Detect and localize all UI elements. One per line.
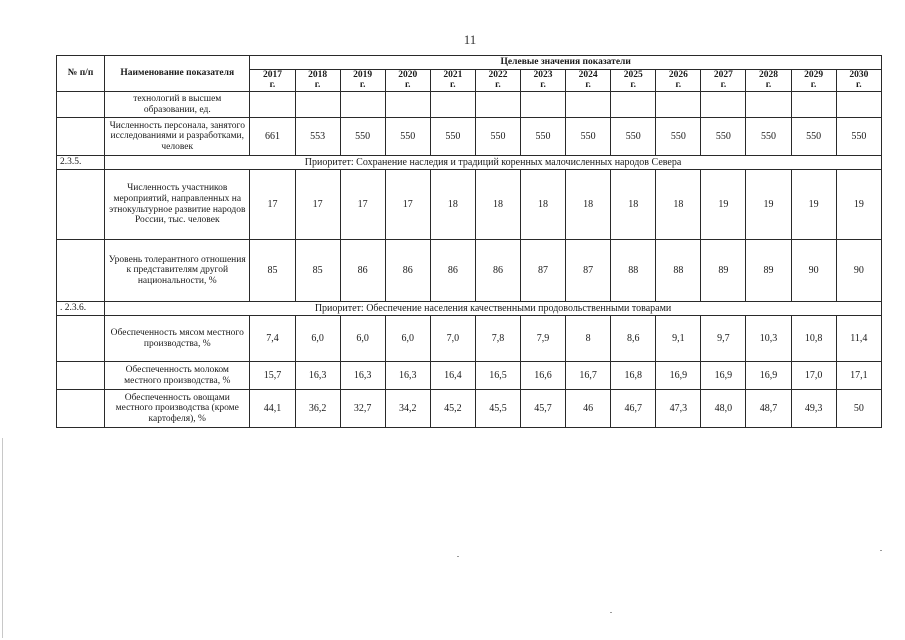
scan-speck <box>610 612 612 613</box>
target-value-cell: 16,3 <box>385 362 430 390</box>
header-year-value: 2026 <box>668 69 688 80</box>
header-year-suffix: г. <box>359 79 366 90</box>
header-year <box>430 70 475 92</box>
target-value-cell: 550 <box>520 118 565 156</box>
target-value-cell: 47,3 <box>656 390 701 428</box>
table-row <box>57 390 882 428</box>
target-value-cell: 9,7 <box>701 316 746 362</box>
target-value-cell: 550 <box>746 118 791 156</box>
header-year-suffix: г. <box>269 79 276 90</box>
header-year-value: 2030 <box>849 69 869 80</box>
target-value-cell: 19 <box>746 170 791 240</box>
target-value-cell: 550 <box>475 118 520 156</box>
target-value-cell <box>566 92 611 118</box>
priority-code: . 2.3.6. <box>57 302 105 316</box>
target-value-cell: 550 <box>701 118 746 156</box>
target-value-cell: 10,3 <box>746 316 791 362</box>
target-value-cell: 17 <box>295 170 340 240</box>
target-value-cell: 8 <box>566 316 611 362</box>
target-value-cell <box>295 92 340 118</box>
target-value-cell: 8,6 <box>611 316 656 362</box>
indicator-name: Численность персонала, занятого исследованиями и разработками, человек <box>105 118 250 156</box>
header-year <box>475 70 520 92</box>
row-number-cell <box>57 316 105 362</box>
target-value-cell: 17 <box>250 170 295 240</box>
target-value-cell: 48,0 <box>701 390 746 428</box>
header-year-value: 2029 <box>804 69 824 80</box>
indicator-name: Численность участников мероприятий, направленных на этнокультурное развитие народов России, тыс. человек <box>105 170 250 240</box>
priority-row <box>57 156 882 170</box>
header-year <box>746 70 791 92</box>
target-value-cell: 9,1 <box>656 316 701 362</box>
target-value-cell: 88 <box>611 240 656 302</box>
target-value-cell: 18 <box>430 170 475 240</box>
target-value-cell: 32,7 <box>340 390 385 428</box>
header-year <box>295 70 340 92</box>
table-row <box>57 170 882 240</box>
row-number-cell <box>57 362 105 390</box>
target-value-cell <box>611 92 656 118</box>
target-value-cell: 48,7 <box>746 390 791 428</box>
header-year <box>656 70 701 92</box>
header-year-suffix: г. <box>314 79 321 90</box>
table-row <box>57 92 882 118</box>
target-value-cell: 7,4 <box>250 316 295 362</box>
header-year-value: 2025 <box>623 69 643 80</box>
table-row <box>57 316 882 362</box>
indicator-name: Обеспеченность мясом местного производства, % <box>105 316 250 362</box>
priority-title: Приоритет: Обеспечение населения качественными продовольственными товарами <box>105 302 882 316</box>
header-year-suffix: г. <box>630 79 637 90</box>
priority-row <box>57 302 882 316</box>
target-value-cell: 550 <box>611 118 656 156</box>
target-value-cell: 7,9 <box>520 316 565 362</box>
target-value-cell: 6,0 <box>295 316 340 362</box>
row-number-cell <box>57 170 105 240</box>
target-value-cell: 87 <box>566 240 611 302</box>
header-num: № п/п <box>57 56 105 92</box>
target-value-cell: 18 <box>475 170 520 240</box>
header-year <box>520 70 565 92</box>
header-year-value: 2021 <box>443 69 463 80</box>
target-value-cell: 18 <box>566 170 611 240</box>
header-year-suffix: г. <box>765 79 772 90</box>
header-year-suffix: г. <box>810 79 817 90</box>
target-value-cell: 661 <box>250 118 295 156</box>
target-value-cell <box>250 92 295 118</box>
table-row <box>57 240 882 302</box>
target-value-cell: 550 <box>566 118 611 156</box>
header-name: Наименование показателя <box>105 56 250 92</box>
target-value-cell: 16,4 <box>430 362 475 390</box>
target-value-cell <box>340 92 385 118</box>
target-value-cell: 45,7 <box>520 390 565 428</box>
page-number: 11 <box>463 32 477 47</box>
target-value-cell: 17,1 <box>836 362 881 390</box>
header-year-value: 2023 <box>533 69 553 80</box>
target-value-cell: 90 <box>791 240 836 302</box>
target-value-cell <box>385 92 430 118</box>
target-value-cell: 46 <box>566 390 611 428</box>
header-year-suffix: г. <box>450 79 456 90</box>
target-value-cell: 16,9 <box>701 362 746 390</box>
target-value-cell: 86 <box>340 240 385 302</box>
header-year-value: 2019 <box>353 69 373 80</box>
header-year <box>566 70 611 92</box>
priority-title: Приоритет: Сохранение наследия и традиций коренных малочисленных народов Севера <box>105 156 882 170</box>
target-value-cell: 86 <box>475 240 520 302</box>
target-value-cell: 18 <box>656 170 701 240</box>
indicator-name: Обеспеченность молоком местного производства, % <box>105 362 250 390</box>
target-value-cell: 45,5 <box>475 390 520 428</box>
target-value-cell: 86 <box>385 240 430 302</box>
target-value-cell <box>656 92 701 118</box>
target-value-cell: 16,5 <box>475 362 520 390</box>
target-value-cell: 16,7 <box>566 362 611 390</box>
target-value-cell: 89 <box>746 240 791 302</box>
target-value-cell: 16,9 <box>656 362 701 390</box>
header-year-suffix: г. <box>495 79 501 90</box>
target-value-cell: 86 <box>430 240 475 302</box>
scan-speck <box>457 556 459 557</box>
target-value-cell: 44,1 <box>250 390 295 428</box>
header-year-value: 2028 <box>759 69 778 80</box>
target-value-cell: 90 <box>836 240 881 302</box>
indicator-name: технологий в высшем образовании, ед. <box>105 92 250 118</box>
row-number-cell <box>57 92 105 118</box>
target-value-cell <box>836 92 881 118</box>
target-value-cell: 89 <box>701 240 746 302</box>
target-value-cell: 36,2 <box>295 390 340 428</box>
target-value-cell: 50 <box>836 390 881 428</box>
header-year-suffix: г. <box>404 79 411 90</box>
target-value-cell: 34,2 <box>385 390 430 428</box>
header-year-suffix: г. <box>856 79 862 90</box>
table-row <box>57 118 882 156</box>
target-value-cell: 49,3 <box>791 390 836 428</box>
target-value-cell: 85 <box>295 240 340 302</box>
header-year <box>385 70 430 92</box>
target-value-cell: 11,4 <box>836 316 881 362</box>
header-year-suffix: г. <box>540 79 546 90</box>
target-value-cell: 46,7 <box>611 390 656 428</box>
target-value-cell: 17,0 <box>791 362 836 390</box>
target-value-cell: 550 <box>791 118 836 156</box>
target-value-cell <box>475 92 520 118</box>
target-value-cell: 15,7 <box>250 362 295 390</box>
priority-code: 2.3.5. <box>57 156 105 170</box>
target-value-cell: 16,8 <box>611 362 656 390</box>
target-value-cell: 19 <box>836 170 881 240</box>
target-value-cell: 45,2 <box>430 390 475 428</box>
target-value-cell: 17 <box>385 170 430 240</box>
target-value-cell <box>701 92 746 118</box>
target-value-cell: 85 <box>250 240 295 302</box>
header-year <box>791 70 836 92</box>
header-year-value: 2017 <box>262 69 282 80</box>
target-value-cell: 550 <box>385 118 430 156</box>
target-value-cell: 6,0 <box>340 316 385 362</box>
scan-margin-line <box>2 438 3 638</box>
target-value-cell: 7,0 <box>430 316 475 362</box>
target-value-cell: 16,3 <box>295 362 340 390</box>
target-value-cell <box>430 92 475 118</box>
target-value-cell: 550 <box>340 118 385 156</box>
header-year-suffix: г. <box>585 79 591 90</box>
header-year-suffix: г. <box>720 79 727 90</box>
target-value-cell: 87 <box>520 240 565 302</box>
row-number-cell <box>57 118 105 156</box>
target-value-cell <box>746 92 791 118</box>
target-value-cell <box>791 92 836 118</box>
target-value-cell: 550 <box>656 118 701 156</box>
target-value-cell: 19 <box>791 170 836 240</box>
target-value-cell: 17 <box>340 170 385 240</box>
target-value-cell: 6,0 <box>385 316 430 362</box>
target-value-cell: 550 <box>836 118 881 156</box>
row-number-cell <box>57 240 105 302</box>
target-value-cell: 18 <box>611 170 656 240</box>
table-row <box>57 362 882 390</box>
target-values-table <box>56 55 882 428</box>
target-value-cell: 10,8 <box>791 316 836 362</box>
header-year-value: 2022 <box>488 69 508 80</box>
header-year <box>250 70 295 92</box>
scan-speck <box>880 550 882 551</box>
header-year <box>836 70 881 92</box>
indicator-name: Уровень толерантного отношения к представителям другой национальности, % <box>105 240 250 302</box>
header-year <box>611 70 656 92</box>
target-value-cell: 16,3 <box>340 362 385 390</box>
header-year-suffix: г. <box>675 79 682 90</box>
header-year-value: 2018 <box>308 69 328 80</box>
target-value-cell: 88 <box>656 240 701 302</box>
target-value-cell: 553 <box>295 118 340 156</box>
target-value-cell: 16,6 <box>520 362 565 390</box>
row-number-cell <box>57 390 105 428</box>
indicator-name: Обеспеченность овощами местного производства (кроме картофеля), % <box>105 390 250 428</box>
target-value-cell: 19 <box>701 170 746 240</box>
header-year-value: 2027 <box>713 69 733 80</box>
header-target-values: Целевые значения показатели <box>250 56 882 70</box>
header-year-value: 2024 <box>578 69 598 80</box>
header-year <box>340 70 385 92</box>
target-value-cell <box>520 92 565 118</box>
target-value-cell: 7,8 <box>475 316 520 362</box>
target-value-cell: 18 <box>520 170 565 240</box>
target-value-cell: 16,9 <box>746 362 791 390</box>
header-year <box>701 70 746 92</box>
target-value-cell: 550 <box>430 118 475 156</box>
header-year-value: 2020 <box>398 69 418 80</box>
